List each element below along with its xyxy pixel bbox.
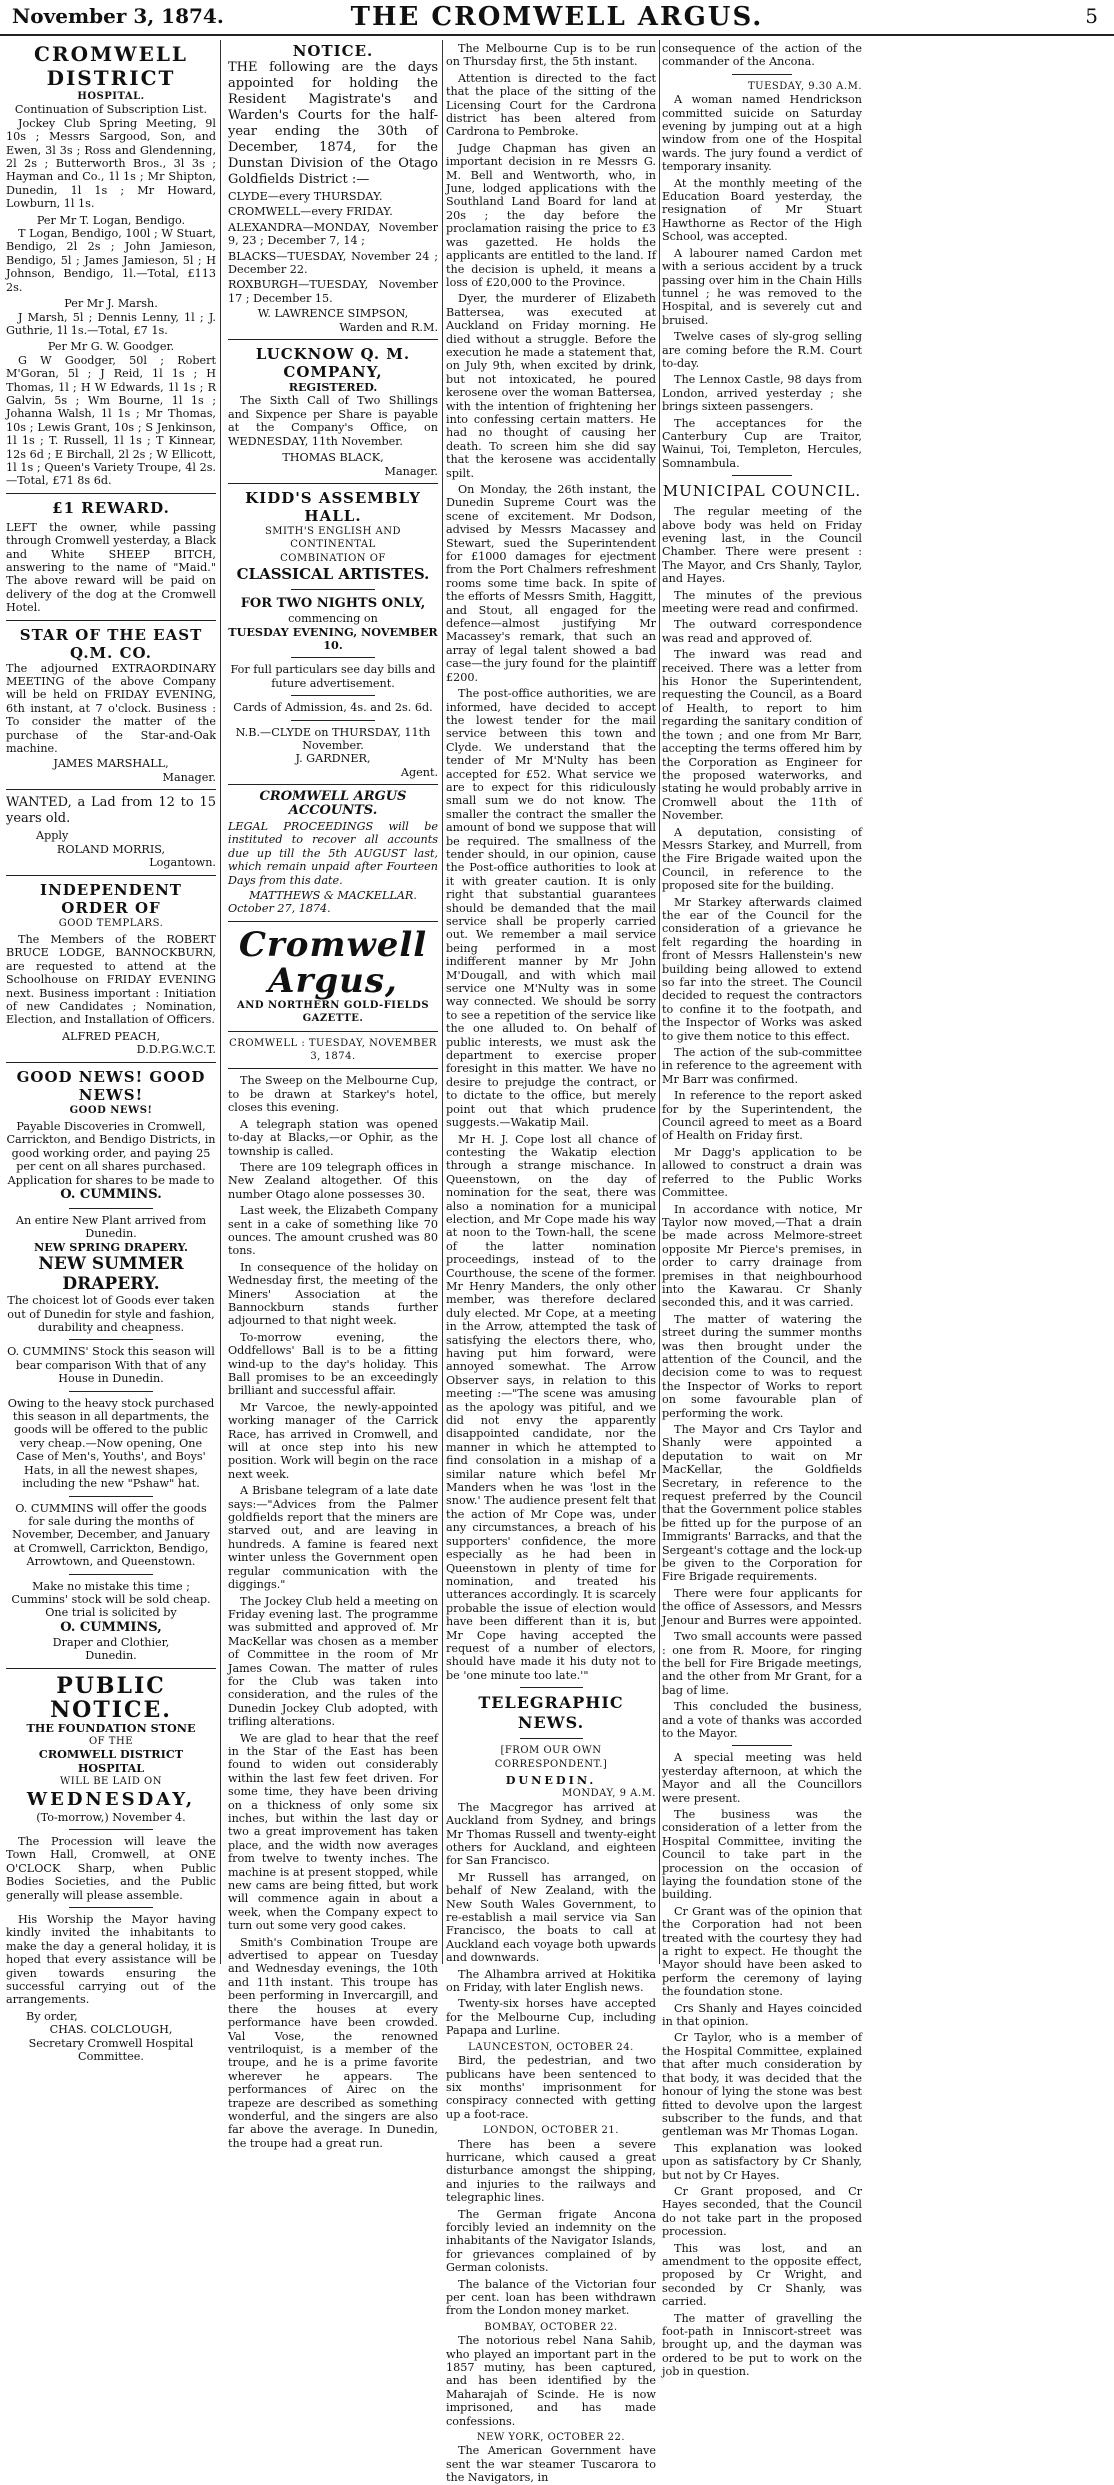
good-news-text: Make no mistake this time ; Cummins' stock will be sold cheap. One trial is solicited by [11, 1579, 211, 1620]
nameplate-subtitle: AND NORTHERN GOLD-FIELDS GAZETTE. [236, 999, 430, 1025]
court-notice-signature: W. LAWRENCE SIMPSON, [257, 307, 409, 321]
council-paragraph: The matter of gravelling the foot-path in Inniscort-street was brought up, and the dayman was ordered to be put to work on the job in question. [662, 2311, 862, 2379]
good-news-text: Payable Discoveries in Cromwell, Carrickton, and Bendigo Districts, in good working order, and paying 25 per cent on all shares purchased. [6, 1119, 216, 1174]
public-notice [6, 1674, 216, 2064]
council-paragraph: Crs Shanly and Hayes coincided in that opinion. [662, 2001, 862, 2029]
star-signature: JAMES MARSHALL, [53, 757, 169, 771]
news-paragraph: The Melbourne Cup is to be run on Thursday first, the 5th instant. [446, 42, 656, 69]
hospital-list: Jockey Club Spring Meeting, 9l 10s ; Messrs Sargood, Son, and Ewen, 3l 3s ; Ross and Glendenning, 2l 2s ; Butterworth Bros., 3l 3s ; Hayman and Co., 1l 1s ; Mr Shipton, Dunedin, 1l 1s ; Mr Howard, Lowburn, 1l 1s. [6, 116, 216, 211]
public-notice-body: By order, [26, 2009, 78, 2023]
kidds-line: Cards of Admission, 4s. and 2s. 6d. [233, 701, 433, 715]
court-notice-row: CROMWELL—every FRIDAY. [228, 205, 393, 219]
court-notice-row: ALEXANDRA—MONDAY, November 9, 23 ; December 7, 14 ; [228, 220, 438, 248]
news-paragraph: The post-office authorities, we are informed, have decided to accept the lowest tender for the mail service between this town and Clyde. We understand that the tender of Mr M'Nulty has been accepted for £52. What service we are to expect for this ridiculously small sum we do not know. The smaller the contract the smaller the amount of bond we suppose that will be required. The smallness of the tender should, in our opinion, cause the Post-office authorities to look at it with greater caution. It is only right that substantial guarantees should be demanded that the mail service shall be properly carried out. We remember a mail service being performed in a most indifferent manner by Mr John M'Dougall, and with which mail service one M'Nulty was in some way connected. We should be sorry to see a repetition of the service like the one alluded to. On behalf of public interests, we must ask the department to exercise proper foresight in this matter. We have no desire to prejudge the contract, or to dictate to the office, but merely point out that which prudence suggests.—Wakatip Mail. [446, 687, 656, 1130]
wanted-ad [6, 795, 216, 869]
telegraphic-item: The acceptances for the Canterbury Cup are Traitor, Wainui, Toi, Templeton, Hercules, Somnambula. [662, 416, 862, 470]
accounts-body: LEGAL PROCEEDINGS will be instituted to recover all accounts due up till the 5th AUGUST last, which remain unpaid after Fourteen Days from this date. [228, 820, 438, 887]
lucknow-title: LUCKNOW Q. M. COMPANY, [255, 345, 411, 382]
kidds-heading: CLASSICAL ARTISTES. [236, 565, 430, 584]
lucknow-signature: THOMAS BLACK, [282, 451, 384, 465]
telegraphic-place: DUNEDIN. [505, 1772, 597, 1787]
good-news-title: GOOD NEWS! GOOD NEWS! [16, 1067, 206, 1104]
accounts-date: October 27, 1874. [228, 902, 331, 916]
council-paragraph: Two small accounts were passed : one from R. Moore, for ringing the bell for Fire Brigade meetings, and the other from Mr Grant, for a bag of lime. [662, 1630, 862, 1697]
public-notice-title: PUBLIC NOTICE. [50, 1672, 172, 1723]
public-notice-day: WEDNESDAY, [26, 1788, 196, 1810]
council-paragraph: The inward was read and received. There was a letter from his Honor the Superintendent, requesting the Council, as a Board of Health, to report to him regarding the sanitary condition of the town ; and one from Mr Barr, accepting the terms offered him by the Corporation as Engineer for the proposed waterworks, and stating he would probably arrive in Cromwell about the 11th of November. [662, 648, 863, 823]
kidds-line: FOR TWO NIGHTS ONLY, [240, 596, 426, 612]
good-news-heading: NEW SUMMER DRAPERY. [38, 1254, 184, 1295]
star-body: The adjourned EXTRAORDINARY MEETING of the above Company will be held on FRIDAY EVENING, 6th instant, at 7 o'clock. Business : To consider the matter of the purchase of the Star-and-Oak machine. [6, 661, 216, 756]
council-title: MUNICIPAL COUNCIL. [662, 482, 862, 501]
good-news-place: Dunedin. [85, 1649, 137, 1663]
public-notice-line: WILL BE LAID ON [60, 1776, 162, 1788]
council-paragraph: The regular meeting of the above body was held on Friday evening last, in the Council Chamber. There were present : The Mayor, and Crs Shanly, Taylor, and Hayes. [662, 505, 862, 586]
council-paragraph: A special meeting was held yesterday afternoon, at which the Mayor and all the Councillors were present. [662, 1751, 862, 1805]
news-paragraph: Attention is directed to the fact that the place of the sitting of the Licensing Court for the Cardrona district has been altered from Cardrona to Pembroke. [446, 71, 656, 139]
news-paragraph: To-morrow evening, the Oddfellows' Ball is to be a fitting wind-up to the day's holiday. This Ball promises to be an exceedingly brilliant and successful affair. [228, 1330, 438, 1398]
news-paragraph: The Jockey Club held a meeting on Friday evening last. The programme was submitted and approved of. Mr MacKellar was chosen as a member of Committee in the room of Mr James Cowan. The matter of rules for the Club was taken into consideration, and the rules of the Dunedin Jockey Club adopted, with trifling alterations. [228, 1594, 438, 1729]
good-news-role: Draper and Clothier, [52, 1635, 170, 1649]
public-notice-line: CROMWELL DISTRICT HOSPITAL [38, 1747, 184, 1775]
hospital-list-heading: Per Mr J. Marsh. [64, 297, 158, 311]
good-news-text: The choicest lot of Goods ever taken out of Dunedin for style and fashion, durability and cheapness. [7, 1294, 215, 1335]
council-paragraph: This was lost, and an amendment to the opposite effect, proposed by Cr Wright, and seconded by Cr Shanly, was carried. [662, 2241, 862, 2309]
news-paragraph: Mr Varcoe, the newly-appointed working manager of the Carrick Race, has arrived in Cromwell, and will at once step into his new position. Work will begin on the race next week. [228, 1400, 438, 1481]
accounts-signature: MATTHEWS & MACKELLAR. [249, 889, 417, 903]
telegraphic-item: The balance of the Victorian four per cent. loan has been withdrawn from the London money market. [446, 2277, 656, 2318]
good-news-text: Owing to the heavy stock purchased this season in all departments, the goods will be offered to the public very cheap.—Now opening, One Case of Men's, Youths', and Boys' Hats, in all the newest shapes, including the new "Pshaw" hat. [7, 1396, 215, 1491]
telegraphic-source: [FROM OUR OWN CORRESPONDENT.] [494, 1745, 608, 1770]
council-paragraph: The action of the sub-committee in reference to the agreement with Mr Barr was confirmed. [662, 1046, 862, 1086]
telegraphic-item: The American Government have sent the war steamer Tuscarora to the Navigators, in [446, 2444, 656, 2485]
telegraphic-item: At the monthly meeting of the Education Board yesterday, the resignation of Mr Stuart Hawthorne as Rector of the High School, was accepted. [662, 176, 862, 244]
public-notice-line: (To-morrow,) November 4. [36, 1810, 186, 1824]
court-notice-row: CLYDE—every THURSDAY. [228, 190, 383, 203]
hospital-list-heading: Per Mr G. W. Goodger. [47, 340, 175, 354]
telegraphic-dateline: LONDON, OCTOBER 21. [483, 2125, 619, 2137]
public-notice-role: Secretary Cromwell Hospital Committee. [28, 2036, 194, 2064]
hospital-lead: Continuation of Subscription List. [14, 103, 208, 117]
newspaper-title: THE CROMWELL ARGUS. [350, 2, 764, 32]
kidds-line: N.B.—CLYDE on THURSDAY, 11th November. [235, 725, 431, 752]
kidds-line: TUESDAY EVENING, NOVEMBER 10. [228, 624, 438, 652]
lucknow-subtitle: REGISTERED. [288, 380, 378, 395]
council-paragraph: The minutes of the previous meeting were read and confirmed. [662, 588, 862, 616]
council-paragraph: There were four applicants for the office of Assessors, and Messrs Jenour and Burres were appointed. [662, 1586, 862, 1627]
column-rule [220, 40, 221, 1964]
council-paragraph: Mr Starkey afterwards claimed the ear of the Council for the consideration of a grievance he felt regarding the hoarding in front of Messrs Hallenstein's new building being allowed to extend so far into the street. The Council decided to request the contractors to confine it to the footpath, and the Inspector of Works was asked to give them notice to this effect. [662, 895, 862, 1043]
telegraphic-item: The Lennox Castle, 98 days from London, arrived yesterday ; she brings sixteen passengers. [662, 373, 862, 414]
news-paragraph: Last week, the Elizabeth Company sent in a cake of something like 70 ounces. The amount crushed was 80 tons. [228, 1204, 438, 1258]
council-paragraph: Mr Dagg's application to be allowed to construct a drain was referred to the Public Works Committee. [662, 1145, 862, 1200]
telegraphic-dateline: LAUNCESTON, OCTOBER 24. [468, 2041, 634, 2053]
column-3 [446, 42, 656, 2485]
telegraphic-item: The Alhambra arrived at Hokitika on Friday, with later English news. [446, 1967, 656, 1995]
hospital-list: J Marsh, 5l ; Dennis Lenny, 1l ; J. Guthrie, 1l 1s.—Total, £7 1s. [6, 310, 216, 337]
templars-signature: ALFRED PEACH, [61, 1029, 161, 1043]
telegraphic-dateline: MONDAY, 9 A.M. [561, 1788, 656, 1800]
public-notice-body: His Worship the Mayor having kindly invited the inhabitants to make the day a general holiday, it is hoped that every assistance will be given towards ensuring the successful carrying out of the arrangements. [6, 1913, 216, 2007]
news-paragraph: Mr H. J. Cope lost all chance of contesting the Wakatip election through a strange mischance. In Queenstown, on the day of nomination for the seat, there was also a nomination for a municipal election, and Mr Cope made his way at noon to the Town-hall, the scene of the latter nomination proceedings, instead of to the Courthouse, the scene of the former. Mr Henry Manders, the only other member, was therefore declared duly elected. Mr Cope, at a meeting in the Arrow, attempted the task of satisfying the electors there, who, having put him forward, were annoyed somewhat. The Arrow Observer says, in relation to this meeting :—"The scene was amusing as the apology was pitiful, and we did not envy the apparently disappointed candidate, nor the manner in which he attempted to find consolation in a mishap of a similar nature which befel Mr Manders when he was 'lost in the snow.' The audience present felt that the action of Mr Cope was, under any circumstances, a breach of his supporters' confidence, the more especially as he had been in Queenstown in plenty of time for nomination, and treated his utterances accordingly. It is scarcely probable the issue of election would have been different than it is, but Mr Cope having accepted the request of a number of electors, should have made it his duty not to be 'one minute too late.'" [446, 1132, 656, 1682]
telegraphic-item: There has been a severe hurricane, which caused a great disturbance amongst the shipping, and injuries to the railways and telegraphic lines. [446, 2137, 656, 2205]
nameplate-dateline: CROMWELL : TUESDAY, NOVEMBER 3, 1874. [229, 1037, 437, 1063]
public-notice-signature: CHAS. COLCLOUGH, [49, 2023, 173, 2037]
issue-date: November 3, 1874. [12, 4, 224, 28]
council-paragraph: Cr Grant proposed, and Cr Hayes seconded, that the Council do not take part in the proposed procession. [662, 2184, 862, 2239]
court-notice-role: Warden and R.M. [339, 320, 438, 334]
hospital-list: G W Goodger, 50l ; Robert M'Goran, 5l ; J Reid, 1l 1s ; H Thomas, 1l ; H W Edwards, 1l 1s ; R Galvin, 5s ; Wm Bourne, 1l 1s ; Johanna Walsh, 1l 1s ; Mr Thomas, 10s ; Lewis Grant, 10s ; S Jenkinson, 1l 1s ; T. Russell, 1l 1s ; T Kinnear, 12s 6d ; E Birchall, 2l 2s ; W Ellicott, 1l 1s ; Queen's Variety Troupe, 4l 2s.—Total, £71 8s 6d. [6, 353, 216, 488]
hospital-notice [6, 42, 216, 488]
kidds-line: COMBINATION OF [280, 552, 386, 564]
public-notice-line: THE FOUNDATION STONE [26, 1720, 196, 1735]
good-news-ad [6, 1068, 216, 1663]
page-number: 5 [1085, 4, 1098, 28]
good-news-text: An entire New Plant arrived from Dunedin. [15, 1214, 207, 1241]
star-title: STAR OF THE EAST Q.M. CO. [19, 625, 203, 662]
good-news-signature: O. CUMMINS, [60, 1619, 162, 1635]
council-paragraph: The business was the consideration of a letter from the Hospital Committee, inviting the Council to take part in the procession on the occasion of laying the foundation stone of the building. [662, 1807, 862, 1902]
masthead [0, 0, 1114, 36]
column-1 [6, 42, 216, 2064]
court-notice-title: NOTICE. [292, 42, 374, 60]
news-paragraph: Smith's Combination Troupe are advertised to appear on Tuesday and Wednesday evenings, the 10th and 11th instant. This troupe has been performing in Invercargill, and there the houses at every performance have been crowded. Val Vose, the renowned ventriloquist, is a member of the troupe, and he is a prime favorite wherever he appears. The performances of Airec on the trapeze are described as something wonderful, and the singers are also far above the average. In Dunedin, the troupe had a great run. [228, 1935, 438, 2150]
good-news-subtitle: GOOD NEWS! [69, 1104, 153, 1116]
council-paragraph: Cr Grant was of the opinion that the Corporation had not been treated with the courtesy they had a right to expect. He thought the Mayor should have been asked to perform the ceremony of laying the foundation stone. [662, 1904, 862, 1999]
telegraphic-title: TELEGRAPHIC NEWS. [478, 1693, 624, 1733]
nameplate [228, 924, 438, 1070]
accounts-notice [228, 790, 438, 916]
telegraphic-item: Twelve cases of sly-grog selling are coming before the R.M. Court to-day. [662, 330, 862, 370]
council-paragraph: In accordance with notice, Mr Taylor now moved,—That a drain be made across Melmore-street opposite Mr Pierce's premises, in order to carry drainage from premises in that neighbourhood into the Kawarau. Cr Shanly seconded this, and it was carried. [662, 1202, 862, 1310]
telegraphic-dateline: BOMBAY, OCTOBER 22. [484, 2321, 618, 2333]
templars-subtitle: GOOD TEMPLARS. [58, 917, 164, 929]
column-rule [659, 40, 660, 1964]
local-news [228, 1074, 438, 2150]
telegraphic-dateline: NEW YORK, OCTOBER 22. [476, 2432, 626, 2444]
municipal-council [662, 481, 862, 2378]
telegraphic-item: Bird, the pedestrian, and two publicans have been sentenced to six months' imprisonment for conspiracy connected with getting up a foot-race. [446, 2054, 656, 2121]
good-news-text: O. CUMMINS will offer the goods for sale during the months of November, December, and January at Cromwell, Carrickton, Bendigo, Arrowtown, and Queenstown. [12, 1501, 210, 1569]
good-news-text: O. CUMMINS' Stock this season will bear comparison With that of any House in Dunedin. [7, 1345, 215, 1386]
council-paragraph: The Mayor and Crs Taylor and Shanly were appointed a deputation to wait on Mr MacKellar, the Goldfields Secretary, in reference to the request preferred by the Council that the Government police stables be fitted up for the purpose of an Immigrants' Barracks, and that the Sergeant's cottage and the lock-up be given to the Corporation for Fire Brigade requirements. [662, 1423, 862, 1584]
star-of-east-ad [6, 626, 216, 785]
council-paragraph: The outward correspondence was read and approved of. [662, 618, 862, 645]
news-paragraph: A Brisbane telegram of a late date says:—"Advices from the Palmer goldfields report that the miners are starved out, and are leaving in hundreds. A famine is feared next winter unless the Government open regular communication with the diggings." [228, 1484, 438, 1592]
templars-title: INDEPENDENT ORDER OF [40, 880, 182, 917]
telegraphic-item: Twenty-six horses have accepted for the Melbourne Cup, including Papapa and Lurline. [446, 1997, 656, 2038]
good-news-name: O. CUMMINS. [60, 1187, 162, 1202]
hospital-list-heading: Per Mr T. Logan, Bendigo. [36, 213, 186, 227]
telegraphic-item: Mr Russell has arranged, on behalf of New Zealand, with the New South Wales Government, to re-establish a mail service via San Francisco, the boats to call at Auckland each voyage both upwards and downwards. [446, 1870, 656, 1965]
wanted-name: ROLAND MORRIS, [56, 842, 166, 856]
lucknow-body: The Sixth Call of Two Shillings and Sixpence per Share is payable at the Company's Office, on WEDNESDAY, 11th November. [228, 394, 438, 448]
news-paragraph: consequence of the action of the commander of the Ancona. [662, 42, 862, 69]
hospital-list: T Logan, Bendigo, 100l ; W Stuart, Bendigo, 2l 2s ; John Jamieson, Bendigo, 5l ; James Jamieson, 5l ; H Johnson, Bendigo, 1l.—Total, £113 2s. [6, 227, 216, 294]
council-paragraph: This concluded the business, and a vote of thanks was accorded to the Mayor. [662, 1700, 862, 1740]
telegraphic-item: The German frigate Ancona forcibly levied an indemnity on the inhabitants of the Navigator Islands, for grievances complained of by German colonists. [446, 2207, 656, 2275]
good-news-text: Application for shares to be made to [7, 1173, 215, 1187]
hospital-title: CROMWELL DISTRICT [34, 42, 188, 90]
telegraphic-item: A woman named Hendrickson committed suicide on Saturday evening by jumping out at a high window from one of the Hospital wards. The jury found a verdict of temporary insanity. [662, 93, 862, 174]
court-notice [228, 42, 438, 334]
kidds-line: SMITH'S ENGLISH AND CONTINENTAL [264, 525, 402, 551]
kidds-line: commencing on [288, 612, 378, 626]
wanted-place: Logantown. [149, 856, 216, 870]
kidds-role: Agent. [400, 765, 438, 779]
council-paragraph: In reference to the report asked for by the Superintendent, the Council agreed to meet as a Board of Health on Friday first. [662, 1089, 862, 1143]
accounts-title: CROMWELL ARGUS ACCOUNTS. [259, 789, 407, 818]
council-paragraph: Cr Taylor, who is a member of the Hospital Committee, explained that after much consideration by that body, it was decided that the honour of lying the stone was best fitted to devolve upon the largest subscriber to the funds, and that gentleman was Mr Thomas Logan. [662, 2031, 862, 2139]
reward-title: £1 REWARD. [52, 498, 170, 517]
wanted-apply: Apply [36, 829, 69, 843]
council-paragraph: A deputation, consisting of Messrs Starkey, and Murrell, from the Fire Brigade waited upon the Council, in reference to the proposed site for the building. [662, 825, 862, 893]
court-notice-row: ROXBURGH—TUESDAY, November 17 ; December 15. [228, 278, 438, 305]
reward-ad [6, 499, 216, 615]
news-paragraph: On Monday, the 26th instant, the Dunedin Supreme Court was the scene of excitement. Mr Dodson, advised by Messrs Macassey and Stewart, sued the Superintendent for £1000 damages for ejectment from the Port Chalmers refreshment rooms some time back. In spite of the efforts of Messrs Smith, Haggitt, and Stout, all engaged for the defence—almost justifying Mr Macassey's remark, that such an array of legal talent showed a bad case—the jury found for the plaintiff £200. [446, 483, 656, 684]
templars-body: The Members of the ROBERT BRUCE LODGE, BANNOCKBURN, are requested to attend at the Schoolhouse on FRIDAY EVENING next. Business important : Initiation of new Candidates ; Nomination, Election, and Installation of Officers. [6, 932, 216, 1027]
templars-role: D.D.P.G.W.C.T. [136, 1043, 216, 1057]
nameplate-title: Cromwell Argus, [238, 924, 428, 1001]
kidds-hall-ad [228, 489, 438, 779]
good-news-text: NEW SPRING DRAPERY. [34, 1239, 188, 1254]
column-rule [442, 40, 443, 1964]
council-paragraph: This explanation was looked upon as satisfactory by Cr Shanly, but not by Cr Hayes. [662, 2141, 862, 2182]
court-notice-row: BLACKS—TUESDAY, November 24 ; December 22. [228, 249, 438, 277]
wanted-title: WANTED, a Lad from 12 to 15 years old. [6, 795, 216, 827]
lucknow-ad [228, 345, 438, 478]
kidds-title: KIDD'S ASSEMBLY HALL. [245, 488, 421, 525]
public-notice-line: OF THE [88, 1735, 133, 1747]
hospital-subtitle: HOSPITAL. [77, 91, 145, 102]
star-role: Manager. [162, 770, 216, 784]
kidds-signature: J. GARDNER, [295, 752, 371, 766]
news-paragraph: In consequence of the holiday on Wednesday first, the meeting of the Miners' Association at the Bannockburn stands further adjourned to that night week. [228, 1260, 438, 1328]
column-2 [228, 42, 438, 2150]
council-paragraph: The matter of watering the street during the summer months was then brought under the attention of the Council, and the decision come to was to request the Inspector of Works to report on some favourable plan of performing the work. [662, 1312, 862, 1420]
court-notice-body: THE following are the days appointed for holding the Resident Magistrate's and Warden's Courts for the half-year ending the 30th of December, 1874, for the Dunstan Division of the Otago Goldfields District :— [228, 60, 438, 187]
news-paragraph: Judge Chapman has given an important decision in re Messrs G. M. Bell and Wentworth, who, in June, lodged applications with the Southland Land Board for land at 20s ; the day before the proclamation raising the price to £3 was gazetted. He holds the applicants are entitled to the land. If the decision is upheld, it means a loss of £20,000 to the Province. [446, 141, 656, 289]
telegraphic-item: A labourer named Cardon met with a serious accident by a truck passing over him in the Chain Hills tunnel ; he was removed to the Hospital, and is severely cut and bruised. [662, 246, 862, 327]
public-notice-body: The Procession will leave the Town Hall, Cromwell, at ONE O'CLOCK Sharp, when Public Bodies Societies, and the Public generally will please assemble. [6, 1835, 216, 1902]
telegraphic-item: The Macgregor has arrived at Auckland from Sydney, and brings Mr Thomas Russell and twenty-eight others for Auckland, and eighteen for San Francisco. [446, 1800, 656, 1868]
news-paragraph: Dyer, the murderer of Elizabeth Battersea, was executed at Auckland on Friday morning. He died without a struggle. Before the execution he made a statement that, on July 9th, when excited by drink, but not intoxicated, he poured kerosene over the woman Battersea, with the intention of frightening her into confessing certain matters. He had no thought of causing her death. To screen him she did say that the kerosene was accidentally spilt. [446, 292, 656, 480]
reward-body: LEFT the owner, while passing through Cromwell yesterday, a Black and White SHEEP BITCH, answering to the name of "Maid." The above reward will be paid on delivery of the dog at the Cromwell Hotel. [6, 520, 216, 615]
column-4 [662, 42, 863, 2379]
telegraphic-news [446, 1693, 656, 2485]
templars-ad [6, 881, 216, 1057]
news-paragraph: There are 109 telegraph offices in New Zealand altogether. Of this number Otago alone possesses 30. [228, 1160, 438, 1201]
lucknow-role: Manager. [384, 464, 438, 478]
news-paragraph: We are glad to hear that the reef in the Star of the East has been found to widen out considerably within the last few feet driven. For some time, they have been driving on a thickness of only some six inches, but within the last day or two a great improvement has taken place, and the width now averages from twelve to twenty inches. The machine is at present stopped, while new cams are being fitted, but work will commence again in about a week, when the Company expect to turn out some very good cakes. [228, 1731, 438, 1933]
news-paragraph: A telegraph station was opened to-day at Blacks,—or Ophir, as the township is called. [228, 1117, 438, 1158]
news-paragraph: The Sweep on the Melbourne Cup, to be drawn at Starkey's hotel, closes this evening. [228, 1074, 438, 1115]
telegraphic-dateline: TUESDAY, 9.30 A.M. [747, 80, 862, 92]
kidds-line: For full particulars see day bills and future advertisement. [230, 663, 436, 690]
telegraphic-item: The notorious rebel Nana Sahib, who played an important part in the 1857 mutiny, has been captured, and has been identified by the Maharajah of Scinde. He is now imprisoned, and has made confessions. [446, 2334, 656, 2428]
